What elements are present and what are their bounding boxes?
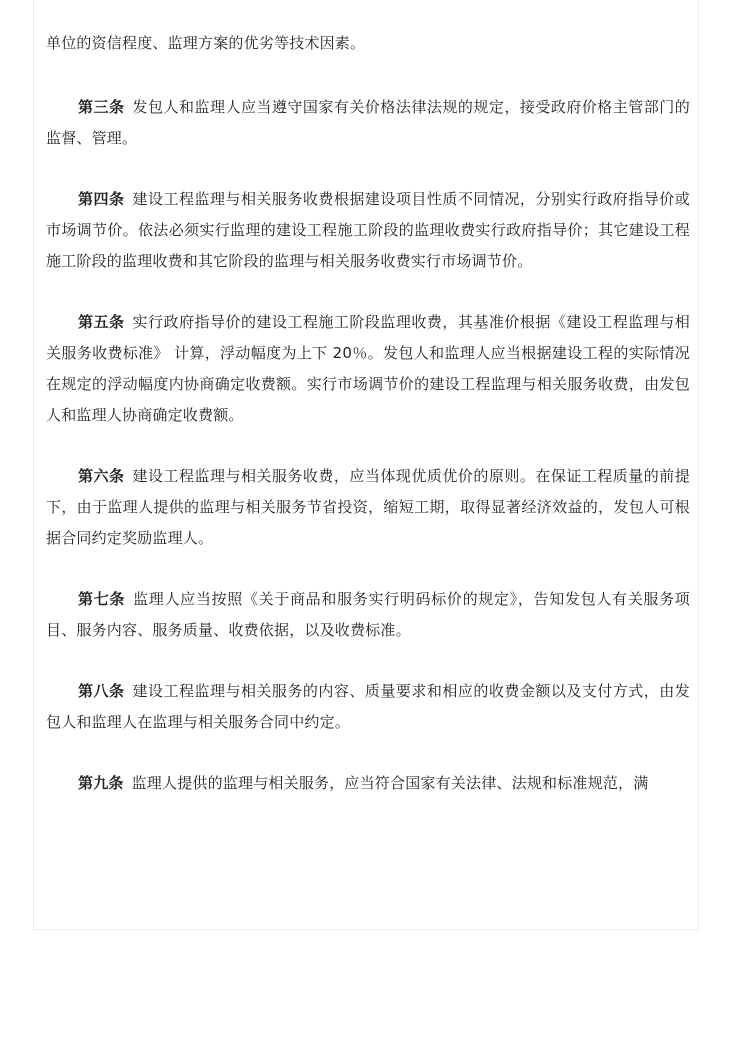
- article-text: 建设工程监理与相关服务收费根据建设项目性质不同情况，分别实行政府指导价或市场调节价。依法必须实行监理的建设工程施工阶段的监理收费实行政府指导价；其它建设工程施工阶段的监理收费和其它阶段的监理与相关服务收费实行市场调节价。: [46, 190, 690, 270]
- article-label: 第九条: [78, 774, 124, 792]
- article-text: 监理人提供的监理与相关服务，应当符合国家有关法律、法规和标准规范，满: [131, 774, 649, 792]
- intro-continuation: 单位的资信程度、监理方案的优劣等技术因素。: [46, 34, 366, 52]
- article-7: [46, 584, 690, 646]
- article-label: 第八条: [78, 682, 125, 700]
- article-9: [46, 768, 690, 799]
- article-8: [46, 676, 690, 738]
- document-body: [46, 28, 690, 829]
- article-3: [46, 92, 690, 154]
- article-text: 建设工程监理与相关服务收费，应当体现优质优价的原则。在保证工程质量的前提下，由于监理人提供的监理与相关服务节省投资，缩短工期，取得显著经济效益的，发包人可根据合同约定奖励监理人。: [46, 467, 690, 547]
- article-label: 第四条: [78, 190, 125, 208]
- article-text: 发包人和监理人应当遵守国家有关价格法律法规的规定，接受政府价格主管部门的监督、管理。: [46, 98, 690, 147]
- article-4: [46, 184, 690, 277]
- article-6: [46, 461, 690, 554]
- article-text: 建设工程监理与相关服务的内容、质量要求和相应的收费金额以及支付方式，由发包人和监理人在监理与相关服务合同中约定。: [46, 682, 690, 731]
- article-label: 第六条: [78, 467, 125, 485]
- article-label: 第七条: [78, 590, 126, 608]
- article-label: 第三条: [78, 98, 125, 116]
- article-5: [46, 307, 690, 431]
- article-label: 第五条: [78, 313, 125, 331]
- article-text: 实行政府指导价的建设工程施工阶段监理收费，其基准价根据《建设工程监理与相关服务收费标准》 计算，浮动幅度为上下 20％。发包人和监理人应当根据建设工程的实际情况在规定的浮动幅度内协商确定收费额。实行市场调节价的建设工程监理与相关服务收费，由发包人和监理人协商确定收费额。: [46, 313, 690, 424]
- article-text: 监理人应当按照《关于商品和服务实行明码标价的规定》，告知发包人有关服务项目、服务内容、服务质量、收费依据，以及收费标准。: [46, 590, 690, 639]
